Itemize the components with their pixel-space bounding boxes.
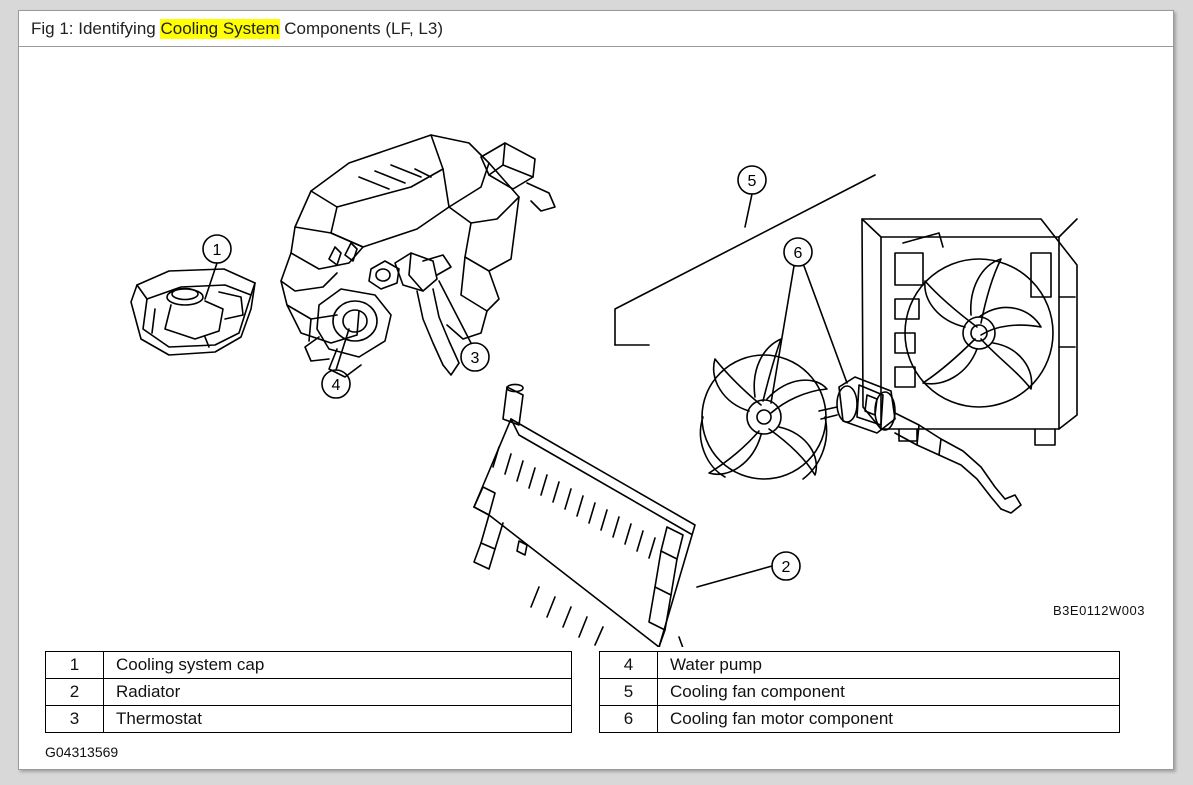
legend-label: Cooling fan component — [658, 679, 1120, 706]
figure-illustration — [19, 47, 1173, 647]
part-cooling-fan-motor — [819, 377, 1021, 513]
table-row — [600, 652, 1120, 679]
part-code-label: B3E0112W003 — [1053, 603, 1145, 618]
part-cooling-fan-blade — [700, 339, 827, 479]
table-row — [46, 679, 572, 706]
table-row — [46, 652, 572, 679]
leader-5-bracket — [615, 175, 875, 345]
table-row — [600, 679, 1120, 706]
legend-number: 3 — [46, 706, 104, 733]
table-row — [46, 706, 572, 733]
legend-number: 4 — [600, 652, 658, 679]
caption-prefix: Fig 1: Identifying — [31, 18, 161, 38]
legend-table-left — [45, 651, 572, 733]
legend-label: Water pump — [658, 652, 1120, 679]
document-page — [18, 10, 1174, 770]
callout-label-2: 2 — [781, 559, 791, 576]
caption-suffix: Components (LF, L3) — [279, 18, 443, 38]
legend-number: 6 — [600, 706, 658, 733]
callout-label-3: 3 — [470, 350, 480, 367]
legend-table-right — [599, 651, 1120, 733]
table-row — [600, 706, 1120, 733]
legend-number: 1 — [46, 652, 104, 679]
part-engine-assembly — [281, 135, 555, 377]
caption-highlight: Cooling System — [160, 18, 280, 38]
document-id-label: G04313569 — [45, 744, 119, 760]
callout-label-4: 4 — [331, 377, 341, 394]
part-cooling-system-cap — [131, 269, 255, 355]
legend-label: Radiator — [104, 679, 572, 706]
callout-label-6: 6 — [793, 245, 803, 262]
callout-label-5: 5 — [747, 173, 757, 190]
part-radiator — [474, 384, 695, 647]
callout-3 — [439, 281, 489, 371]
legend-label: Cooling fan motor component — [658, 706, 1120, 733]
legend-number: 5 — [600, 679, 658, 706]
legend-label: Thermostat — [104, 706, 572, 733]
callout-label-1: 1 — [212, 242, 222, 259]
legend-label: Cooling system cap — [104, 652, 572, 679]
figure-caption — [19, 11, 1173, 47]
legend-number: 2 — [46, 679, 104, 706]
callout-6 — [771, 238, 847, 403]
cooling-system-diagram — [19, 47, 1175, 647]
